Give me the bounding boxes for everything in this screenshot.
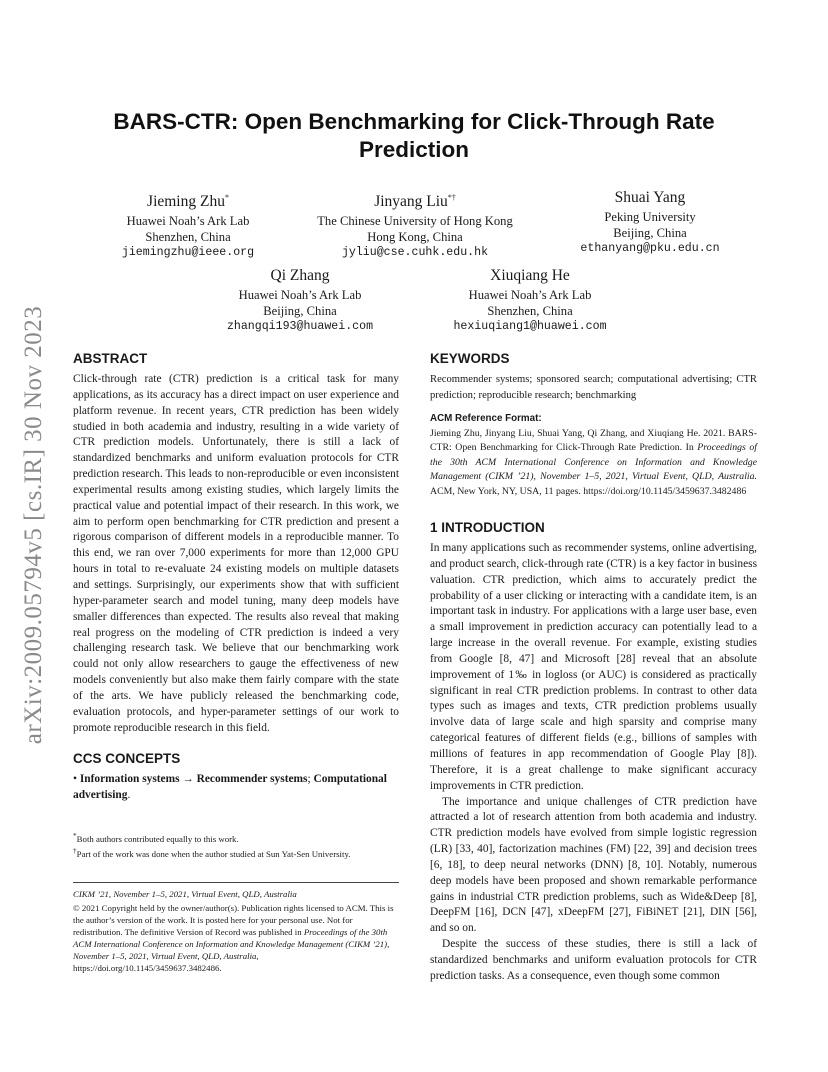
author-name: Xiuqiang He [490,267,570,284]
copyright-block [73,888,399,974]
ccs-separator: ; [307,773,311,786]
author-name: Qi Zhang [270,267,330,284]
author-affiliation: Huawei Noah’s Ark Lab [126,214,250,229]
acm-ref-heading: ACM Reference Format: [430,413,542,424]
footnote-mark: * [73,831,77,841]
left-column [73,350,399,974]
ccs-end: . [127,789,131,802]
acm-ref-authors: Jieming Zhu, Jinyang Liu, Shuai Yang, Qi Zhang, and Xiuqiang He. 2021. BARS-CTR: Open Benchmarking for Click-Through Rate Prediction. In [430,428,757,454]
acm-ref-proceedings: Proceedings of the 30th ACM International Conference on Information and Knowledge Management (CIKM ’21), November 1–5, 2021, Virtual Event, QLD, Australia. [430,442,757,483]
author-email: zhangqi193@huawei.com [226,320,374,333]
title-line-2: Prediction [358,137,470,162]
author-location: Beijing, China [263,304,337,318]
author-location: Beijing, China [613,226,687,240]
copyright-venue: CIKM ’21, November 1–5, 2021, Virtual Event, QLD, Australia [73,888,297,899]
intro-paragraph-3: Despite the success of these studies, there is still a lack of standardized benchmarks and uniform evaluation protocols for CTR prediction tasks. As a consequence, even though some common [430,938,757,982]
author-email: hexiuqiang1@huawei.com [453,320,607,333]
author-4 [205,266,395,335]
ccs-arrow: → [182,773,194,786]
abstract-text: Click-through rate (CTR) prediction is a critical task for many applications, as its accuracy has a direct impact on user experience and platform revenue. In recent years, CTR prediction has been widely studied in both academia and industry, resulting in a wide variety of CTR prediction models. Unfortunately, there is still a lack of standardized benchmarks and uniform evaluation protocols for CTR prediction research. This leads to non-reproducible or even inconsistent experimental results among existing studies, which largely limits the practical value and potential impact of their research. In this work, we aim to perform open benchmarking for CTR prediction and present a rigorous comparison of different models in a reproducible manner. To this end, we ran over 7,000 experiments for more than 12,000 GPU hours in total to re-evaluate 24 existing models on multiple datasets and settings. Surprisingly, our experiments show that with sufficient hyper-parameter search and model tuning, many deep models have smaller differences than expected. The results also reveal that making real progress on the modeling of CTR prediction is indeed a very challenging research task. We believe that our benchmarking work could not only allow researchers to gauge the effectiveness of new models conveniently but also make them fairly compare with the state of the arts. We have publicly released the benchmarking code, evaluation protocols, and hyper-parameter settings of our work to promote reproducible research in this field. [73,373,399,734]
paper-title [0,108,828,164]
author-affiliation: Huawei Noah’s Ark Lab [238,288,362,302]
footnote-2: Part of the work was done when the author studied at Sun Yat-Sen University. [76,848,351,859]
footnote-1: Both authors contributed equally to this work. [76,834,239,845]
author-affiliation: Huawei Noah’s Ark Lab [468,288,592,302]
author-mark: *† [447,193,456,202]
author-3 [550,188,750,257]
author-location: Hong Kong, China [367,230,463,245]
author-email: ethanyang@pku.edu.cn [580,242,720,255]
copyright-text: © 2021 Copyright held by the owner/author(s). Publication rights licensed to ACM. This is the author’s version of the work. It is posted here for your personal use. Not for redistribution. The definitive Version of Record was published in [73,902,394,937]
author-location: Shenzhen, China [487,304,573,318]
arxiv-stamp [14,290,54,760]
ccs-concepts [73,772,399,804]
intro-paragraph-2: The importance and unique challenges of CTR prediction have attracted a lot of research attention from both academia and industry. CTR prediction models have evolved from simple logistic regression (LR) [33, 40], factorization machines (FM) [22, 39] and decision trees [6, 18], to deep neural networks (DNN) [8, 10]. Notably, numerous deep models have been proposed and shown remarkable performance gains in industrial CTR prediction problems, such as Wide&Deep [8], DeepFM [16], DCN [47], xDeepFM [27], FiBiNET [21], DIN [56], and so on. [430,795,757,935]
author-email: jyliu@cse.cuhk.edu.hk [341,246,489,260]
author-1 [98,188,278,261]
copyright-divider [73,882,399,883]
author-name: Jieming Zhu [147,193,225,211]
copyright-proceedings: Proceedings of the 30th ACM International Conference on Information and Knowledge Management (CIKM ’21), November 1–5, 2021, Virtual Event, QLD, Australia [73,926,390,961]
author-affiliation: Peking University [604,210,696,224]
author-mark: * [224,193,229,202]
ccs-heading: CCS CONCEPTS [73,751,181,767]
footnotes [73,830,399,860]
intro-heading: 1 INTRODUCTION [430,520,545,536]
ccs-term-1: Information systems [79,773,180,786]
ccs-bullet: • [73,773,77,786]
author-5 [430,266,630,335]
keywords-heading: KEYWORDS [430,351,510,366]
copyright-doi: , https://doi.org/10.1145/3459637.3482486. [73,950,259,973]
author-location: Shenzhen, China [145,230,231,245]
right-column [430,350,757,985]
ccs-term-3: Computational advertising [73,773,387,802]
acm-ref-doi: ACM, New York, NY, USA, 11 pages. https://doi.org/10.1145/3459637.3482486 [430,485,747,497]
arxiv-id: arXiv:2009.05794v5 [cs.IR] 30 Nov 2023 [20,305,47,745]
author-affiliation: The Chinese University of Hong Kong [317,214,513,229]
author-email: jiemingzhu@ieee.org [121,246,255,260]
author-name: Jinyang Liu [374,193,448,211]
intro-paragraph-1: In many applications such as recommender systems, online advertising, and product search, click-through rate (CTR) is a key factor in business valuation. CTR prediction, which aims to accurately predict the probability of a user clicking or interacting with a candidate item, is an important task in industry. For applications with a large user base, even a small improvement in prediction accuracy can potentially lead to a large increase in the overall revenue. For example, existing studies from Google [8, 47] and Microsoft [28] reveal that an absolute improvement of 1‰ in logloss (or AUC) is considered as practically significant in real CTR prediction problems. In contrast to other data types such as images and texts, CTR prediction problems usually involve data of large scale and high sparsity and comprise many categorical features of different fields (e.g., billions of samples with millions of features in app recommendation of Google Play [8]). Therefore, it is a great challenge to make significant accuracy improvements in CTR prediction. [430,542,757,792]
author-2 [300,188,530,261]
author-name: Shuai Yang [614,189,686,206]
keywords-text: Recommender systems; sponsored search; computational advertising; CTR prediction; reproducible research; benchmarking [430,374,757,401]
title-line-1: BARS-CTR: Open Benchmarking for Click-Through Rate [113,109,715,134]
footnote-mark: † [73,846,77,856]
ccs-term-2: Recommender systems [196,773,308,786]
abstract-heading: ABSTRACT [73,351,148,366]
acm-reference [430,427,757,499]
